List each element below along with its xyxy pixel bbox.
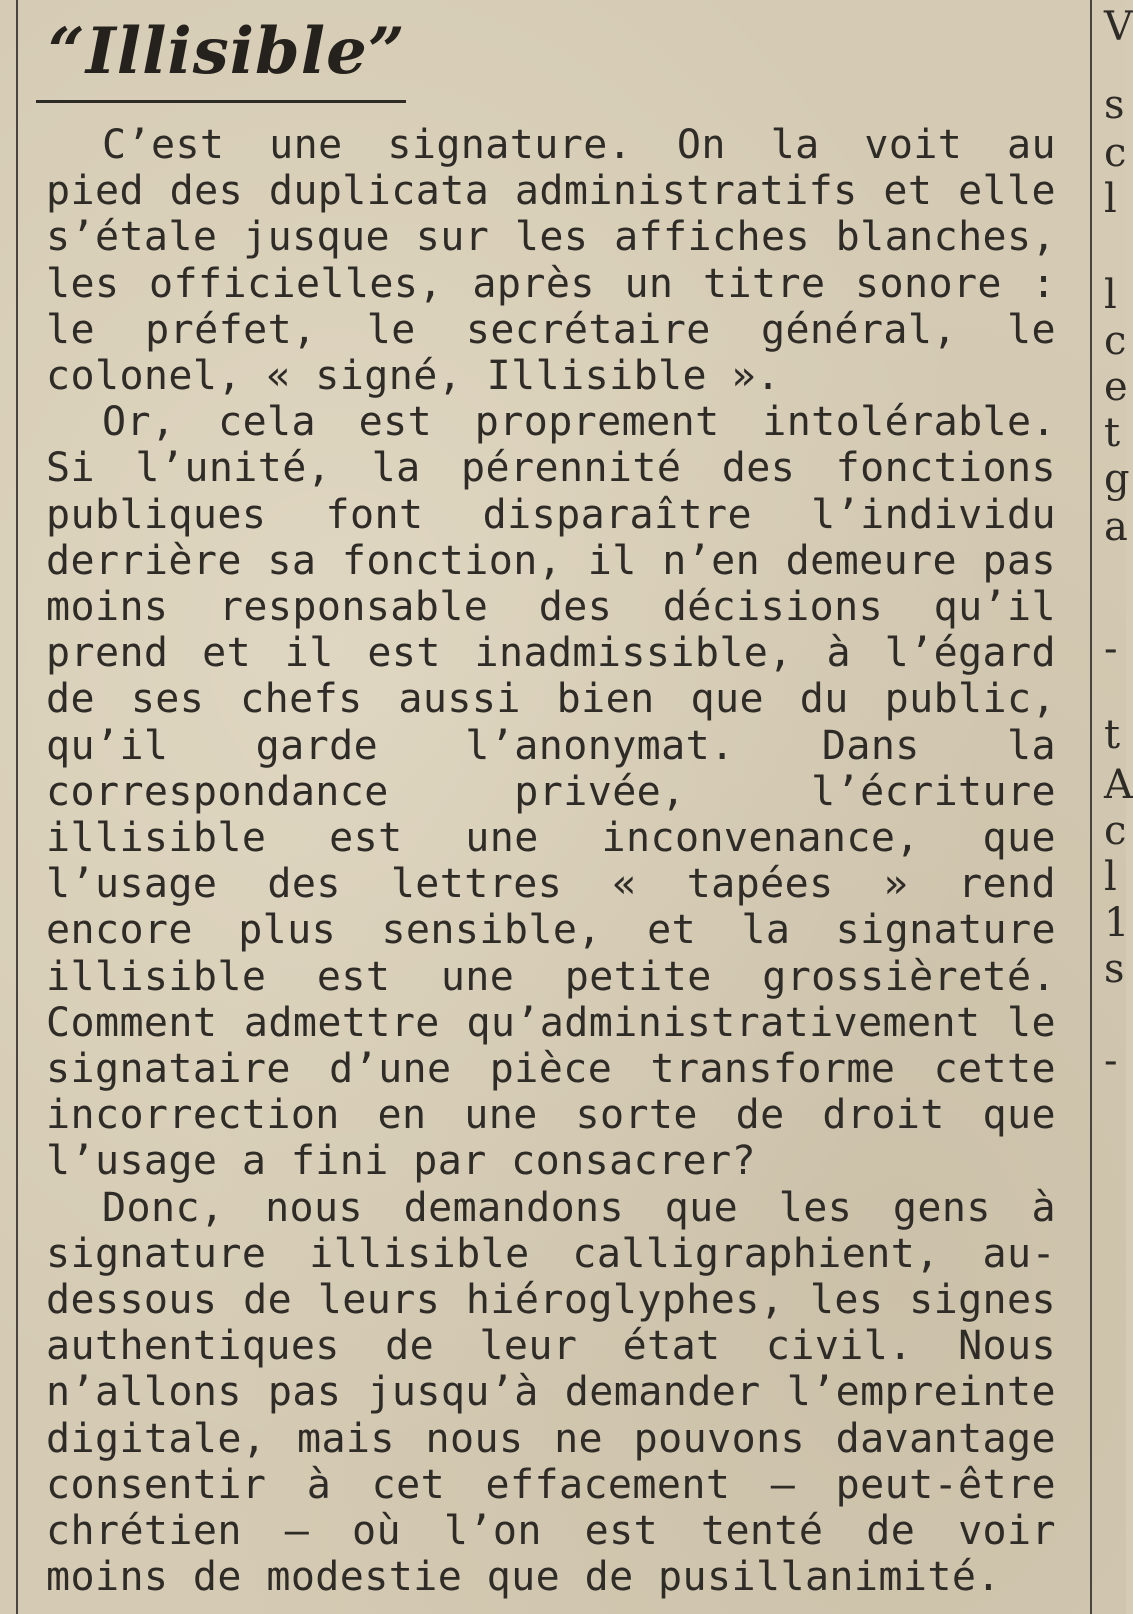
next-column-fragment: e <box>1104 364 1128 410</box>
next-column-fragment: l <box>1104 176 1117 222</box>
next-column-fragment: a <box>1104 504 1128 550</box>
next-column-fragment: c <box>1104 318 1127 364</box>
next-column-fragment: l <box>1104 272 1117 318</box>
next-column-fragment: 1 <box>1104 900 1130 946</box>
article-body <box>46 122 1056 1601</box>
article-title: “Illisible” <box>48 14 406 89</box>
next-column-fragment: A <box>1104 762 1133 808</box>
title-underline <box>36 100 406 103</box>
article-paragraph-3: Donc, nous demandons que les gens à signature illisible calligraphient, au-dessous de leurs hiéroglyphes, les signes authentiques de leur état civil. Nous n’allons pas jusqu’à demander l’empreinte digitale, mais nous ne pouvons davantage consentir à cet effacement — peut-être chrétien — où l’on est tenté de voir moins de modestie que de pusillanimité. <box>46 1184 1056 1601</box>
next-column-fragment: c <box>1104 130 1127 176</box>
next-column-fragment: s <box>1104 946 1125 992</box>
next-column-fragment: c <box>1104 808 1127 854</box>
next-column-fragment: g <box>1104 456 1130 502</box>
next-column-fragment: t <box>1104 712 1121 758</box>
left-column-rule <box>16 0 18 1614</box>
next-column-fragment: - <box>1104 1038 1118 1084</box>
next-column-fragment: t <box>1104 410 1121 456</box>
article-paragraph-1: C’est une signature. On la voit au pied des duplicata administratifs et elle s’étale jusque sur les affiches blanches, les officielles, après un titre sonore : le préfet, le secrétaire général, le colonel, « signé, Illisible ». <box>46 122 1056 400</box>
article-paragraph-2: Or, cela est proprement intolérable. Si l’unité, la pérennité des fonctions publiques font disparaître l’individu derrière sa fonction, il n’en demeure pas moins responsable des décisions qu’il prend et il est inadmissible, à l’égard de ses chefs aussi bien que du public, qu’il garde l’anonymat. Dans la correspondance privée, l’écriture illisible est une inconvenance, que l’usage des lettres « tapées » rend encore plus sensible, et la signature illisible est une petite grossièreté. Comment admettre qu’administrativement le signataire d’une pièce transforme cette incorrection en une sorte de droit que l’usage a fini par consacrer? <box>46 399 1056 1185</box>
right-column-rule <box>1090 0 1092 1614</box>
next-column-fragment: s <box>1104 82 1125 128</box>
next-column-fragment: - <box>1104 626 1118 672</box>
next-column-fragment: V <box>1104 4 1133 50</box>
next-column-fragment: l <box>1104 854 1117 900</box>
